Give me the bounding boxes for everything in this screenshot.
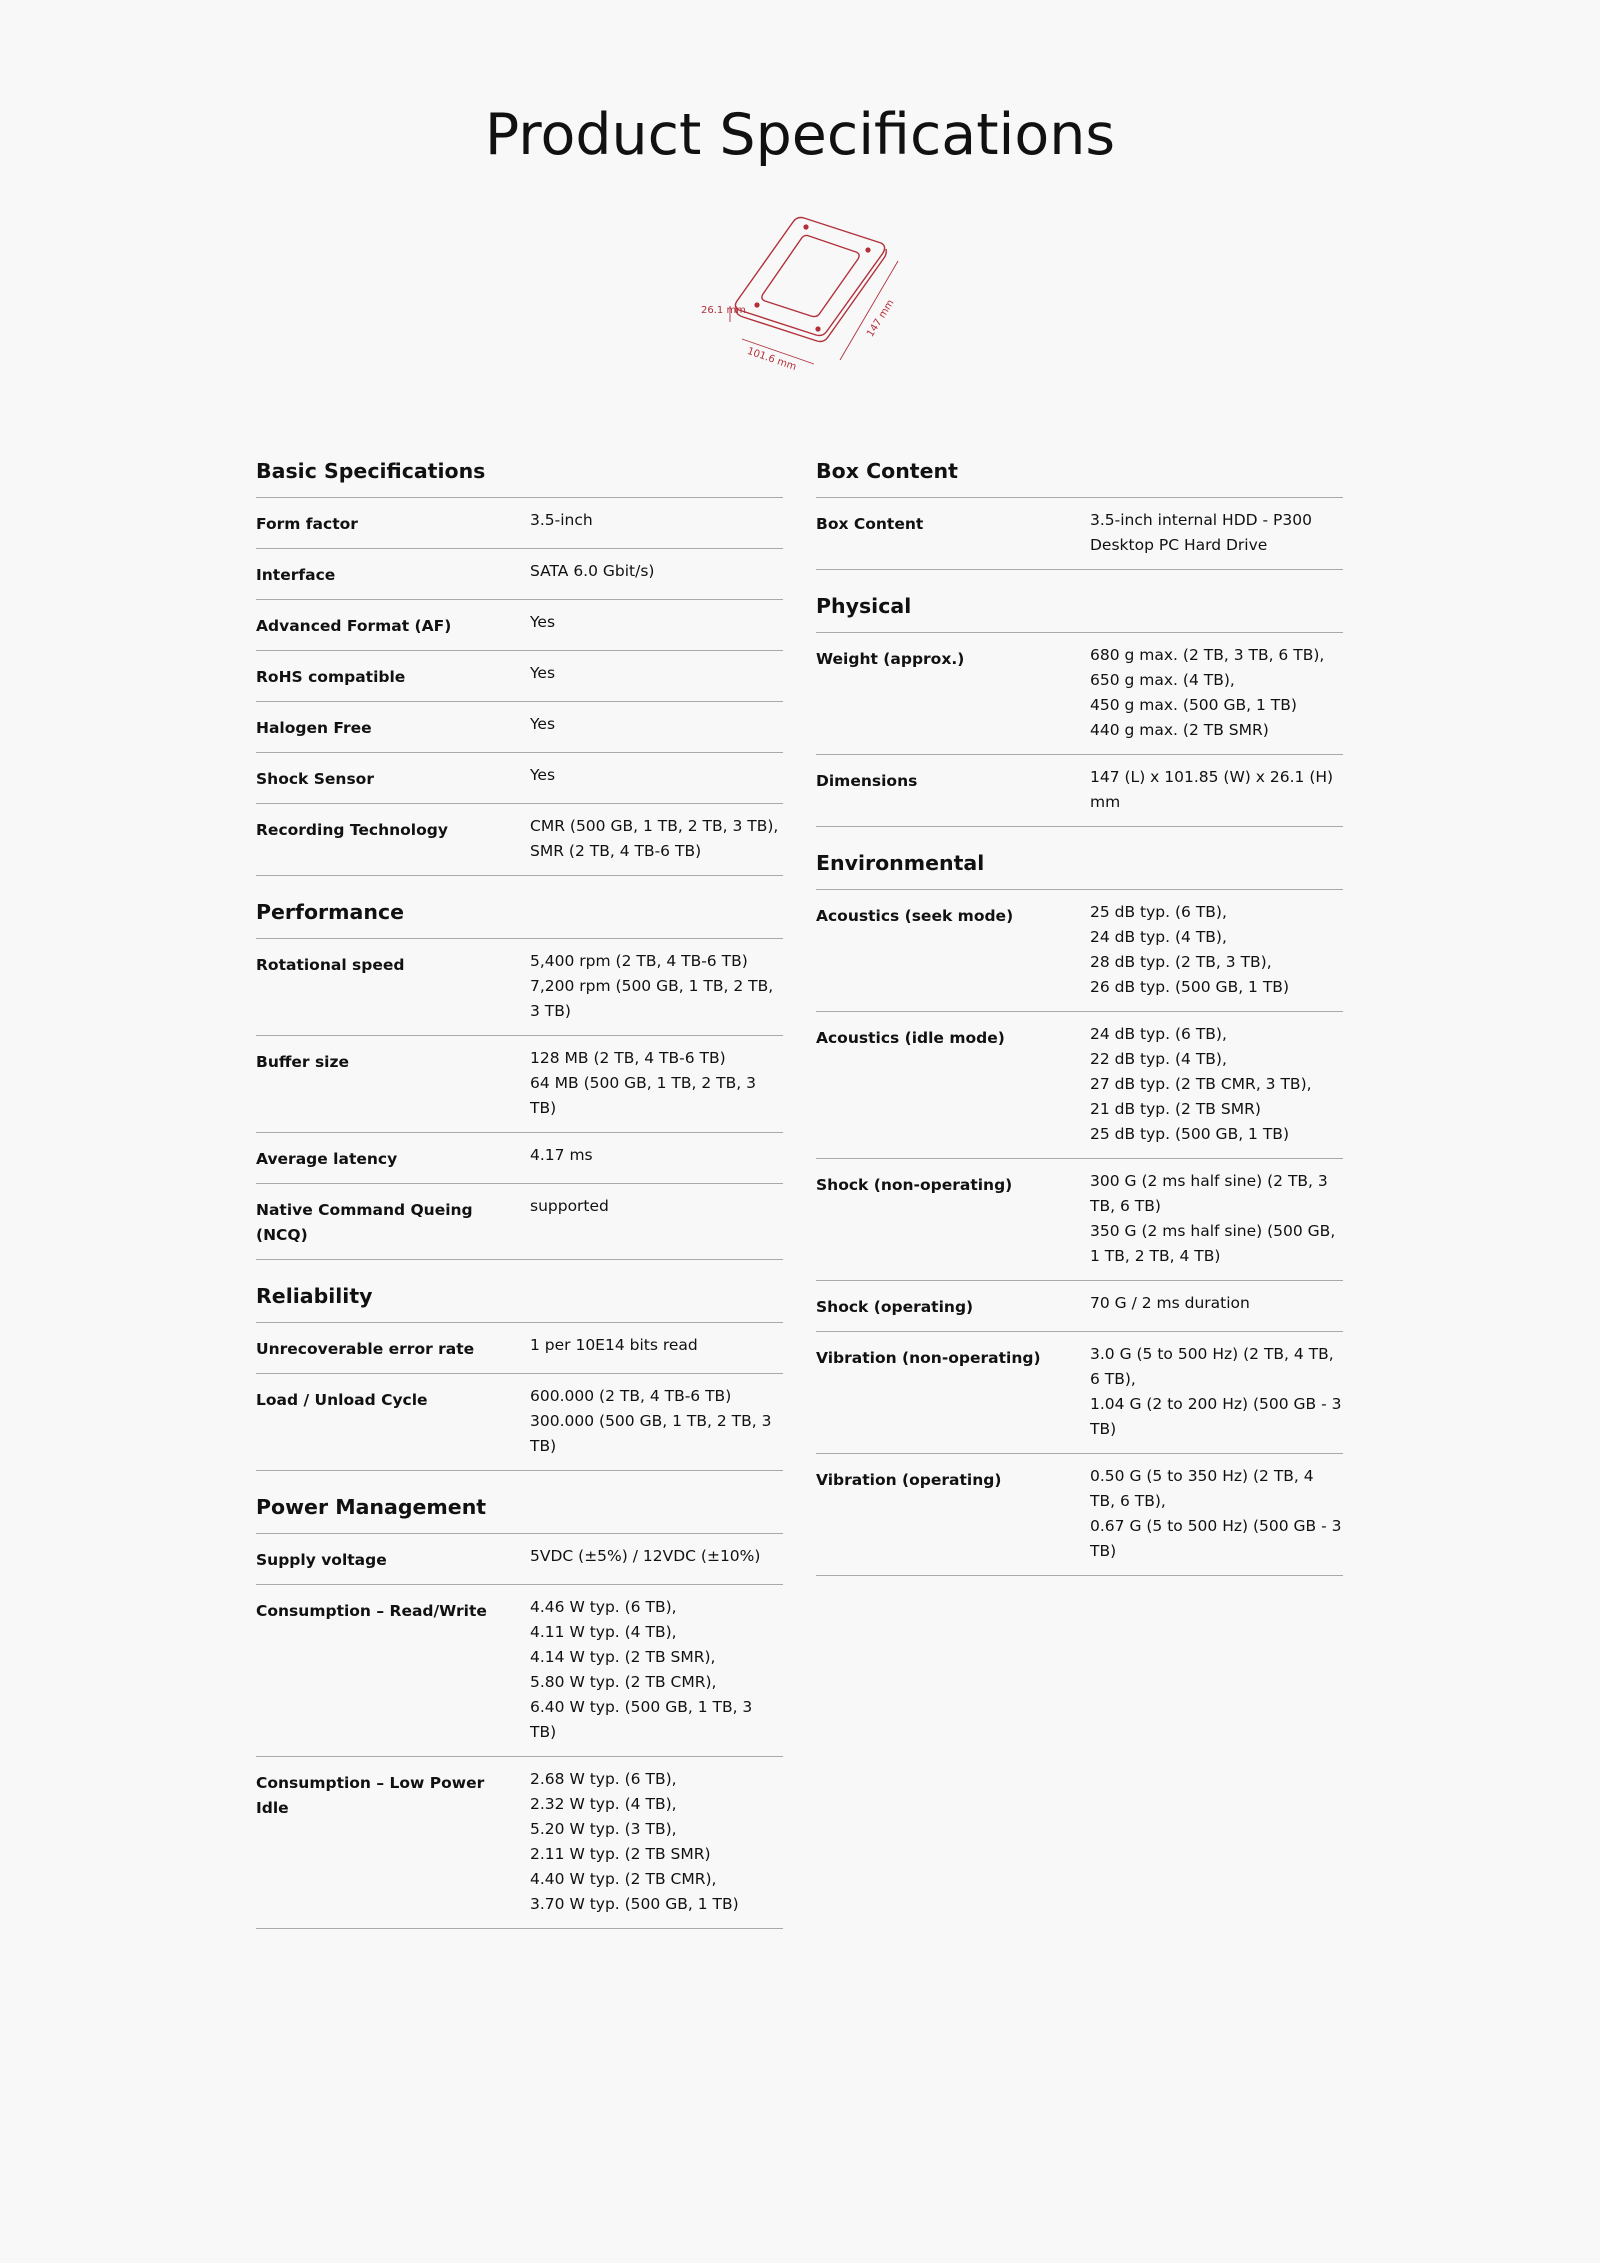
spec-label: Load / Unload Cycle — [256, 1391, 428, 1409]
spec-label: Advanced Format (AF) — [256, 617, 452, 635]
spec-row — [256, 1323, 783, 1374]
spec-value: 128 MB (2 TB, 4 TB-6 TB) 64 MB (500 GB, 1 TB, 2 TB, 3 TB) — [530, 1049, 756, 1117]
spec-value: 24 dB typ. (6 TB), 22 dB typ. (4 TB), 27 dB typ. (2 TB CMR, 3 TB), 21 dB typ. (2 TB SMR) 25 dB typ. (500 GB, 1 TB) — [1090, 1025, 1312, 1143]
spec-value: 4.46 W typ. (6 TB), 4.11 W typ. (4 TB), 4.14 W typ. (2 TB SMR), 5.80 W typ. (2 TB CMR), 6.40 W typ. (500 GB, 1 TB, 3 TB) — [530, 1598, 753, 1741]
spec-row — [256, 804, 783, 876]
spec-value: supported — [530, 1197, 609, 1215]
spec-label: Acoustics (idle mode) — [816, 1029, 1005, 1047]
spec-row — [816, 1012, 1343, 1159]
spec-label: Dimensions — [816, 772, 918, 790]
section-title: Performance — [256, 899, 783, 939]
spec-label: Vibration (operating) — [816, 1471, 1002, 1489]
page-title: Product Specifications — [484, 102, 1116, 168]
spec-row — [256, 600, 783, 651]
dimension-width-label: 101.6 mm — [745, 345, 798, 374]
spec-row — [256, 1374, 783, 1471]
spec-label: Supply voltage — [256, 1551, 387, 1569]
spec-label: Shock (operating) — [816, 1298, 974, 1316]
spec-section-power-management — [256, 1494, 783, 1929]
spec-value: Yes — [530, 715, 556, 733]
spec-value: 3.0 G (5 to 500 Hz) (2 TB, 4 TB, 6 TB), 1.04 G (2 to 200 Hz) (500 GB - 3 TB) — [1090, 1345, 1342, 1438]
spec-row — [816, 498, 1343, 570]
spec-row — [816, 1332, 1343, 1454]
spec-value: Yes — [530, 613, 556, 631]
spec-value: SATA 6.0 Gbit/s) — [530, 562, 655, 580]
spec-row — [256, 1184, 783, 1260]
section-title: Power Management — [256, 1494, 783, 1534]
spec-label: Shock Sensor — [256, 770, 374, 788]
spec-label: Rotational speed — [256, 956, 405, 974]
spec-row — [256, 1036, 783, 1133]
spec-row — [256, 1757, 783, 1929]
spec-value: Yes — [530, 664, 556, 682]
spec-label: Consumption – Low Power Idle — [256, 1774, 485, 1817]
spec-label: Weight (approx.) — [816, 650, 965, 668]
spec-section-physical — [816, 593, 1343, 827]
spec-value: 2.68 W typ. (6 TB), 2.32 W typ. (4 TB), 5.20 W typ. (3 TB), 2.11 W typ. (2 TB SMR) 4.40 W typ. (2 TB CMR), 3.70 W typ. (500 GB, 1 TB) — [530, 1770, 739, 1913]
spec-label: Native Command Queing (NCQ) — [256, 1201, 473, 1244]
spec-label: Average latency — [256, 1150, 398, 1168]
spec-row — [256, 753, 783, 804]
spec-section-environmental — [816, 850, 1343, 1576]
spec-row — [256, 651, 783, 702]
spec-value: 70 G / 2 ms duration — [1090, 1294, 1250, 1312]
spec-section-box-content — [816, 458, 1343, 570]
spec-value: 1 per 10E14 bits read — [530, 1336, 698, 1354]
section-title: Box Content — [816, 458, 1343, 498]
spec-label: Recording Technology — [256, 821, 448, 839]
spec-value: 680 g max. (2 TB, 3 TB, 6 TB), 650 g max. (4 TB), 450 g max. (500 GB, 1 TB) 440 g max. (2 TB SMR) — [1090, 646, 1325, 739]
section-title: Physical — [816, 593, 1343, 633]
spec-section-reliability — [256, 1283, 783, 1471]
right-spec-column — [816, 458, 1343, 1599]
spec-row — [256, 549, 783, 600]
spec-value: 5,400 rpm (2 TB, 4 TB-6 TB) 7,200 rpm (500 GB, 1 TB, 2 TB, 3 TB) — [530, 952, 774, 1020]
spec-label: Vibration (non-operating) — [816, 1349, 1041, 1367]
spec-row — [816, 755, 1343, 827]
spec-label: Consumption – Read/Write — [256, 1602, 487, 1620]
section-title: Environmental — [816, 850, 1343, 890]
hard-drive-drawing — [690, 205, 910, 390]
spec-row — [256, 939, 783, 1036]
spec-label: Acoustics (seek mode) — [816, 907, 1014, 925]
spec-value: 3.5-inch internal HDD - P300 Desktop PC Hard Drive — [1090, 511, 1312, 554]
spec-row — [256, 498, 783, 549]
spec-value: 5VDC (±5%) / 12VDC (±10%) — [530, 1547, 761, 1565]
spec-value: CMR (500 GB, 1 TB, 2 TB, 3 TB), SMR (2 TB, 4 TB-6 TB) — [530, 817, 779, 860]
hard-drive-icon — [690, 205, 910, 390]
spec-value: Yes — [530, 766, 556, 784]
spec-label: Unrecoverable error rate — [256, 1340, 475, 1358]
spec-label: Shock (non-operating) — [816, 1176, 1013, 1194]
spec-row — [816, 1454, 1343, 1576]
spec-label: RoHS compatible — [256, 668, 406, 686]
spec-value: 0.50 G (5 to 350 Hz) (2 TB, 4 TB, 6 TB), 0.67 G (5 to 500 Hz) (500 GB - 3 TB) — [1090, 1467, 1342, 1560]
spec-row — [256, 1133, 783, 1184]
section-title: Reliability — [256, 1283, 783, 1323]
spec-section-performance — [256, 899, 783, 1260]
spec-value: 3.5-inch — [530, 511, 593, 529]
spec-label: Box Content — [816, 515, 924, 533]
spec-value: 4.17 ms — [530, 1146, 593, 1164]
left-spec-column — [256, 458, 783, 1952]
spec-row — [256, 1534, 783, 1585]
section-title: Basic Specifications — [256, 458, 783, 498]
spec-row — [256, 702, 783, 753]
spec-row — [816, 1281, 1343, 1332]
spec-row — [816, 890, 1343, 1012]
spec-row — [816, 1159, 1343, 1281]
spec-label: Form factor — [256, 515, 358, 533]
spec-value: 25 dB typ. (6 TB), 24 dB typ. (4 TB), 28 dB typ. (2 TB, 3 TB), 26 dB typ. (500 GB, 1 TB) — [1090, 903, 1289, 996]
dimension-length-label: 147 mm — [865, 297, 897, 340]
spec-value: 600.000 (2 TB, 4 TB-6 TB) 300.000 (500 GB, 1 TB, 2 TB, 3 TB) — [530, 1387, 772, 1455]
spec-label: Halogen Free — [256, 719, 372, 737]
spec-value: 147 (L) x 101.85 (W) x 26.1 (H) mm — [1090, 768, 1334, 811]
dimension-height-label: 26.1 mm — [701, 305, 746, 316]
spec-label: Buffer size — [256, 1053, 350, 1071]
spec-value: 300 G (2 ms half sine) (2 TB, 3 TB, 6 TB) 350 G (2 ms half sine) (500 GB, 1 TB, 2 TB, 4 TB) — [1090, 1172, 1336, 1265]
spec-label: Interface — [256, 566, 336, 584]
spec-row — [816, 633, 1343, 755]
spec-section-basic-specifications — [256, 458, 783, 876]
spec-row — [256, 1585, 783, 1757]
